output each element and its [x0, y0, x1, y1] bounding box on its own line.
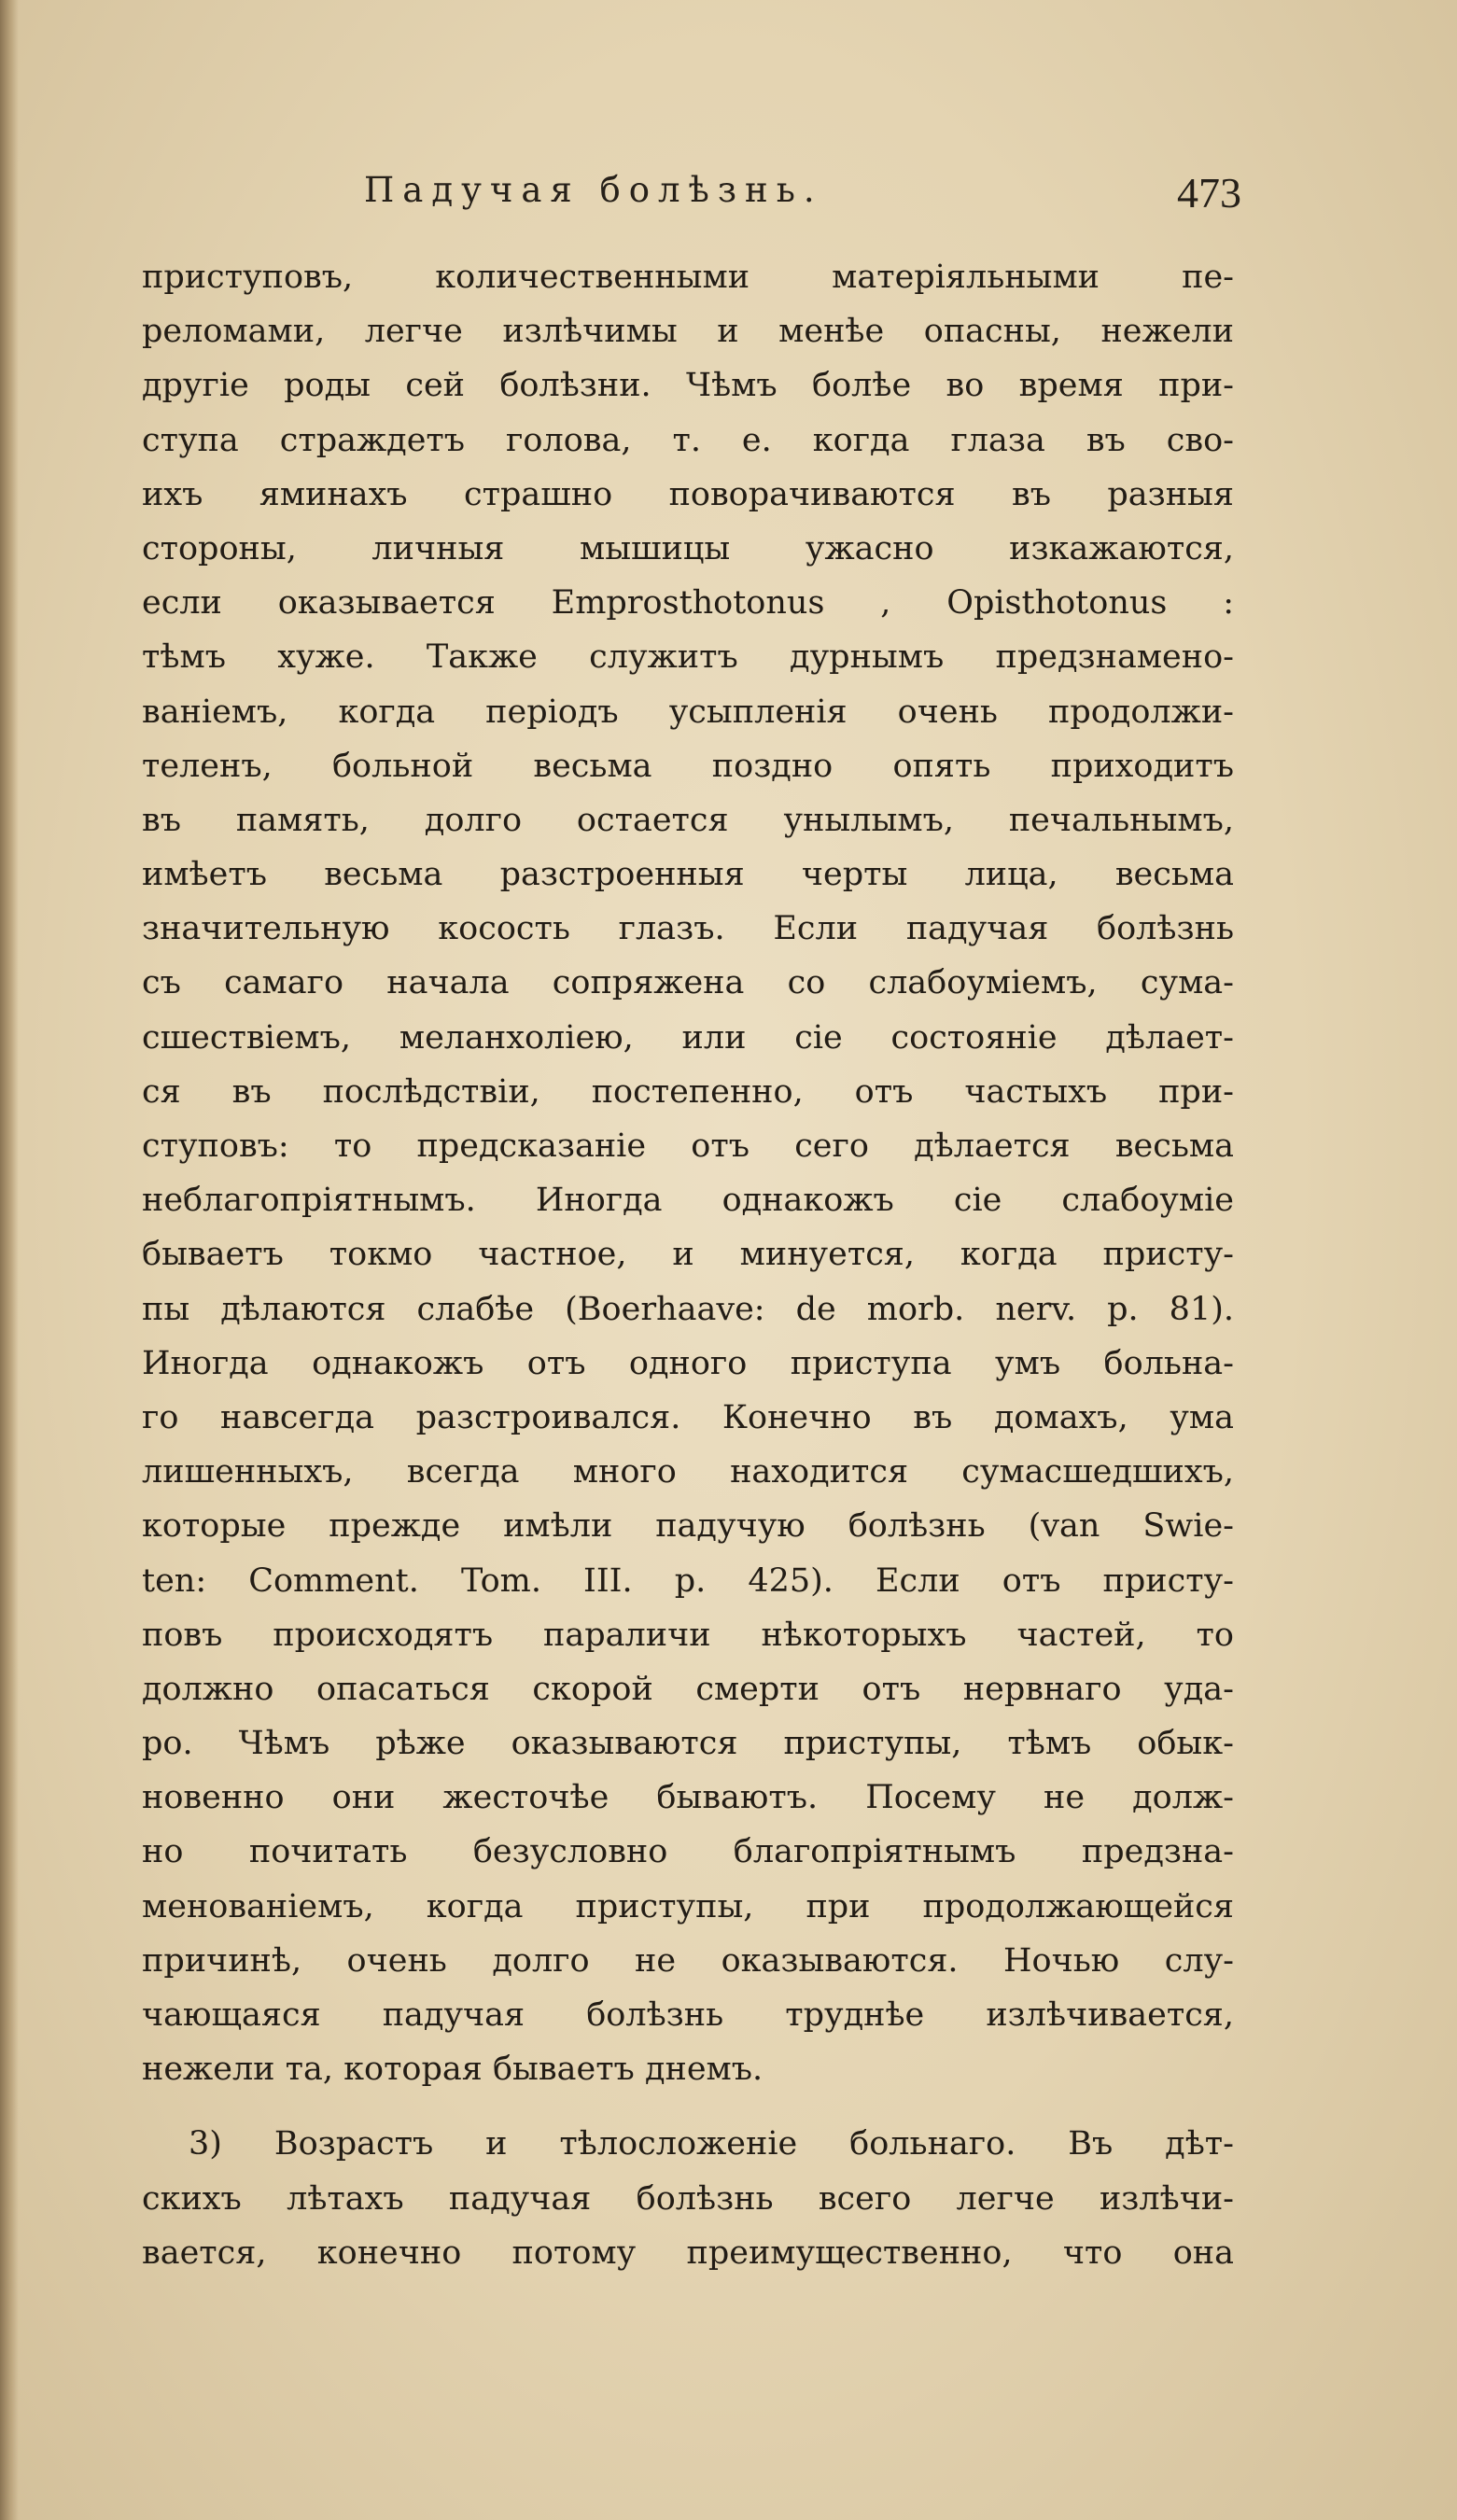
text-line: другіе роды сей болѣзни. Чѣмъ болѣе во время при-	[142, 367, 1234, 405]
text-line: ваніемъ, когда періодъ усыпленія очень продолжи-	[142, 693, 1234, 731]
text-line: стороны, личныя мышицы ужасно изкажаются,	[142, 529, 1234, 567]
text-line: имѣетъ весьма разстроенныя черты лица, весьма	[142, 856, 1234, 894]
text-line: новенно они жесточѣе бываютъ. Посему не долж-	[142, 1779, 1234, 1817]
text-line: ихъ яминахъ страшно поворачиваются въ разныя	[142, 475, 1234, 513]
text-line: Иногда однакожъ отъ одного приступа умъ больна-	[142, 1344, 1234, 1382]
text-line: но почитать безусловно благопріятнымъ предзна-	[142, 1833, 1234, 1871]
text-line: если оказывается Emprosthotonus , Opisthotonus :	[142, 584, 1234, 623]
text-line: которые прежде имѣли падучую болѣзнь (van Swie-	[142, 1507, 1234, 1546]
text-line: ступа страждетъ голова, т. е. когда глаза въ сво-	[142, 421, 1234, 459]
text-line: ten: Comment. Tom. III. p. 425). Если отъ присту-	[142, 1561, 1234, 1600]
text-line: го навсегда разстроивался. Конечно въ домахъ, ума	[142, 1398, 1234, 1436]
text-line: пы дѣлаются слабѣе (Boerhaave: de morb. nerv. p. 81).	[142, 1290, 1234, 1328]
text-line: бываетъ токмо частное, и минуется, когда присту-	[142, 1236, 1234, 1274]
running-head	[364, 170, 1241, 235]
text-line: въ память, долго остается унылымъ, печальнымъ,	[142, 801, 1234, 839]
text-line: съ самаго начала сопряжена со слабоуміемъ, сума-	[142, 964, 1234, 1002]
text-line: причинѣ, очень долго не оказываются. Ночью слу-	[142, 1941, 1234, 1980]
text-line: тѣмъ хуже. Также служитъ дурнымъ предзнамено-	[142, 638, 1234, 677]
text-line: чающаяся падучая болѣзнь труднѣе излѣчивается,	[142, 1996, 1234, 2034]
text-line: скихъ лѣтахъ падучая болѣзнь всего легче излѣчи-	[142, 2179, 1234, 2218]
text-line: ро. Чѣмъ рѣже оказываются приступы, тѣмъ обык-	[142, 1725, 1234, 1763]
text-line: ступовъ: то предсказаніе отъ сего дѣлается весьма	[142, 1127, 1234, 1165]
text-line: реломами, легче излѣчимы и менѣе опасны, нежели	[142, 313, 1234, 351]
text-line: теленъ, больной весьма поздно опять приходитъ	[142, 747, 1234, 785]
text-line: лишенныхъ, всегда много находится сумасшедшихъ,	[142, 1453, 1234, 1491]
text-line: нежели та, которая бываетъ днемъ.	[142, 2051, 764, 2089]
text-line: приступовъ, количественными матеріяльными пе-	[142, 259, 1234, 296]
text-line: сшествіемъ, меланхоліею, или сіе состояніе дѣлает-	[142, 1018, 1234, 1057]
page-edge-shadow	[0, 0, 19, 2520]
text-line: менованіемъ, когда приступы, при продолжающейся	[142, 1887, 1234, 1925]
body-text	[142, 250, 1234, 2280]
page-number: 473	[1177, 169, 1241, 217]
text-line: неблагопріятнымъ. Иногда однакожъ сіе слабоуміе	[142, 1182, 1234, 1220]
text-line: должно опасаться скорой смерти отъ нервнаго уда-	[142, 1670, 1234, 1708]
text-line: значительную косость глазъ. Если падучая болѣзнь	[142, 910, 1234, 948]
text-line: ся въ послѣдствіи, постепенно, отъ частыхъ при-	[142, 1072, 1234, 1111]
running-title: Падучая болѣзнь.	[364, 170, 823, 210]
text-line: повъ происходятъ параличи нѣкоторыхъ частей, то	[142, 1616, 1234, 1654]
text-line: вается, конечно потому преимущественно, что она	[142, 2233, 1234, 2272]
text-line: 3) Возрастъ и тѣлосложеніе больнаго. Въ дѣт-	[189, 2125, 1234, 2163]
